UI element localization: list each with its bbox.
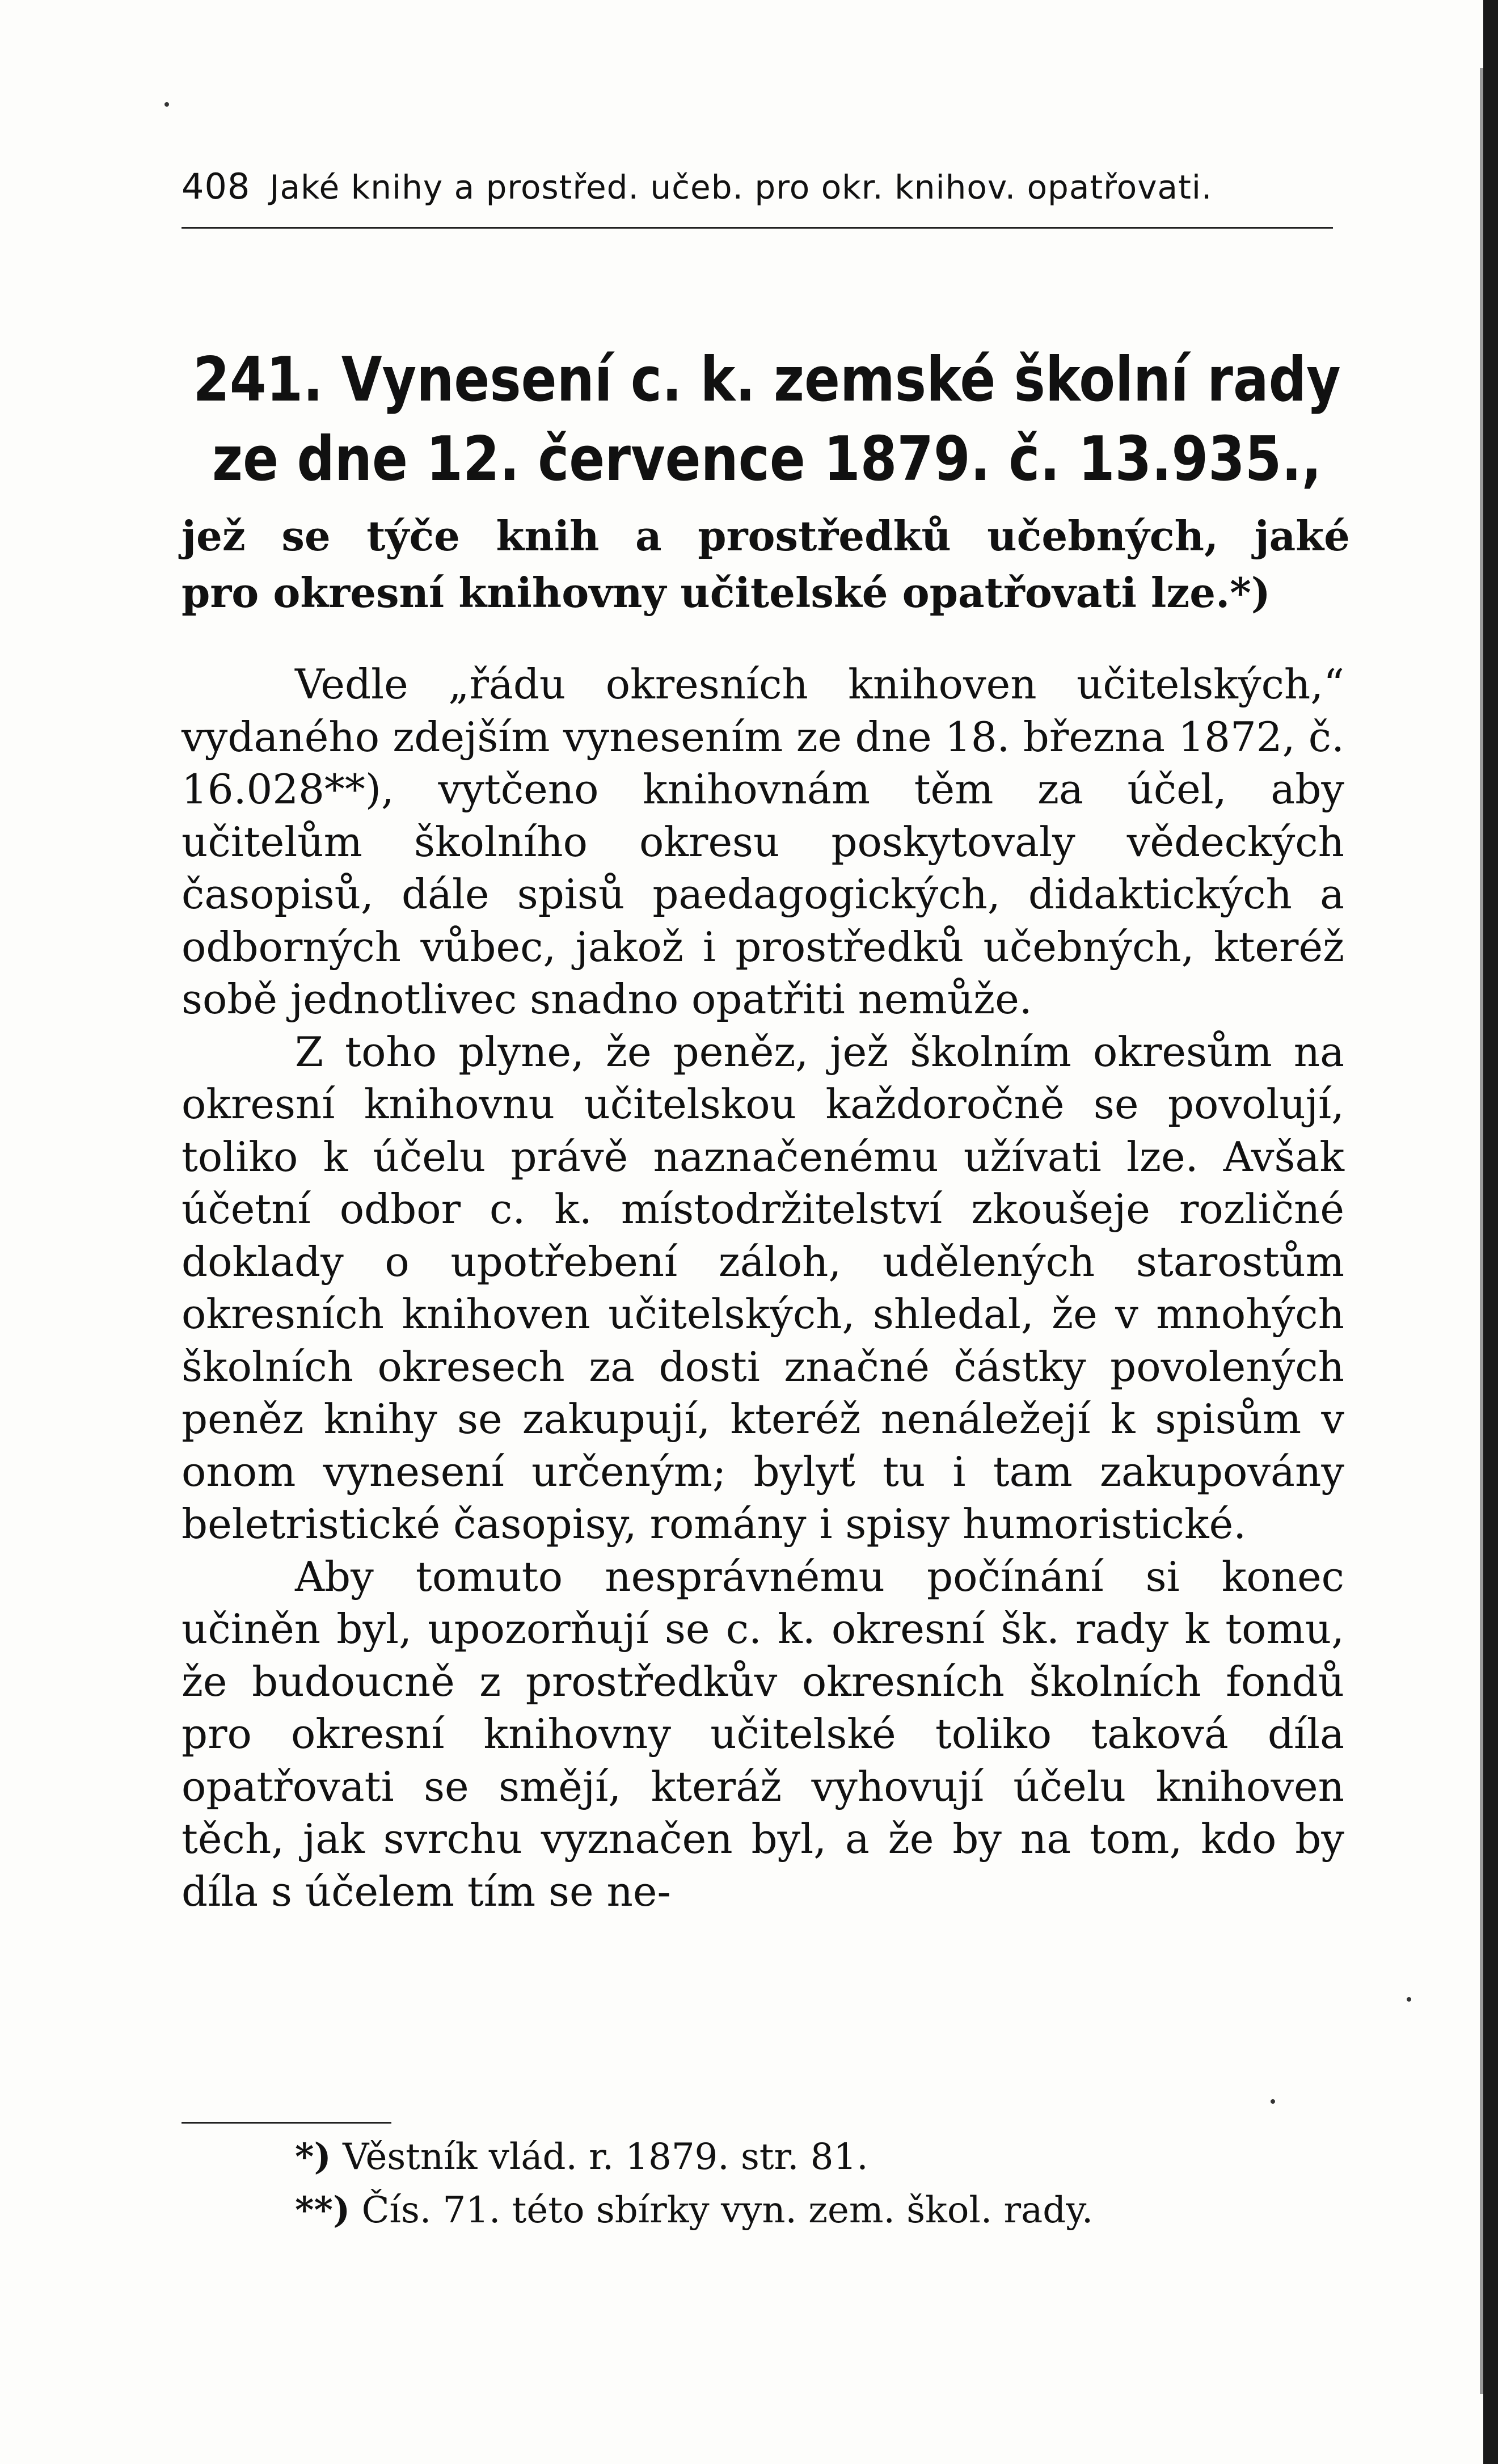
subtitle-line-1: jež se týče knih a prostředků učebných, jaké: [182, 512, 1350, 560]
print-speck: [1271, 2099, 1275, 2104]
running-head: [182, 166, 1339, 217]
paragraph-3: Aby tomuto nesprávnému počínání si konec učiněn byl, upozorňují se c. k. okresní šk. rady k tomu, že budoucně z prostředkův okresních školních fondů pro okresní knihovny učitelské toliko taková díla opatřovati se smějí, kteráž vyhovují účelu knihoven těch, jak svrchu vyznačen byl, a že by na tom, kdo by díla s účelem tím se ne-: [182, 1552, 1344, 1915]
section-subtitle: [182, 508, 1350, 621]
page-edge-line: [1480, 68, 1483, 2394]
footnotes: [295, 2130, 1316, 2237]
running-head-text: Jaké knihy a prostřed. učeb. pro okr. knihov. opatřovati.: [269, 168, 1213, 207]
subtitle-line-2: pro okresní knihovny učitelské opatřovati lze.*): [182, 568, 1271, 617]
footnote-marker: *): [295, 2136, 331, 2178]
footnote-marker: **): [295, 2189, 351, 2231]
print-speck: [164, 102, 169, 107]
section-title: [182, 340, 1352, 499]
footnote-2: [295, 2184, 1316, 2237]
body-text: [182, 658, 1344, 1918]
paragraph-2: Z toho plyne, že peněz, jež školním okresům na okresní knihovnu učitelskou každoročně se povolují, toliko k účelu právě naznačenému užívati lze. Avšak účetní odbor c. k. místodržitelství zkoušeje rozličné doklady o upotřebení záloh, udělených starostům okresních knihoven učitelských, shledal, že v mnohých školních okresech za dosti značné částky povolených peněz knihy se zakupují, kteréž nenáležejí k spisům v onom vynesení určeným; bylyť tu i tam zakupovány beletristické časopisy, romány i spisy humoristické.: [182, 1027, 1344, 1548]
footnote-1: [295, 2130, 1316, 2184]
header-rule: [182, 227, 1333, 229]
footnote-rule: [182, 2122, 391, 2124]
footnote-text: Věstník vlád. r. 1879. str. 81.: [343, 2136, 868, 2178]
print-speck: [1407, 1997, 1411, 2002]
page-number: 408: [182, 166, 251, 207]
page-edge-shadow: [1483, 0, 1498, 2464]
footnote-text: Čís. 71. této sbírky vyn. zem. škol. rady.: [361, 2189, 1094, 2231]
paragraph-1: Vedle „řádu okresních knihoven učitelských,“ vydaného zdejším vynesením ze dne 18. března 1872, č. 16.028**), vytčeno knihovnám těm za účel, aby učitelům školního okresu poskytovaly vědeckých časopisů, dále spisů paedagogických, didaktických a odborných vůbec, jakož i prostředků učebných, kteréž sobě jednotlivec snadno opatřiti nemůže.: [182, 660, 1344, 1023]
title-line-1: 241. Vynesení c. k. zemské školní rady: [193, 344, 1341, 415]
title-line-2: ze dne 12. července 1879. č. 13.935.,: [212, 424, 1322, 495]
